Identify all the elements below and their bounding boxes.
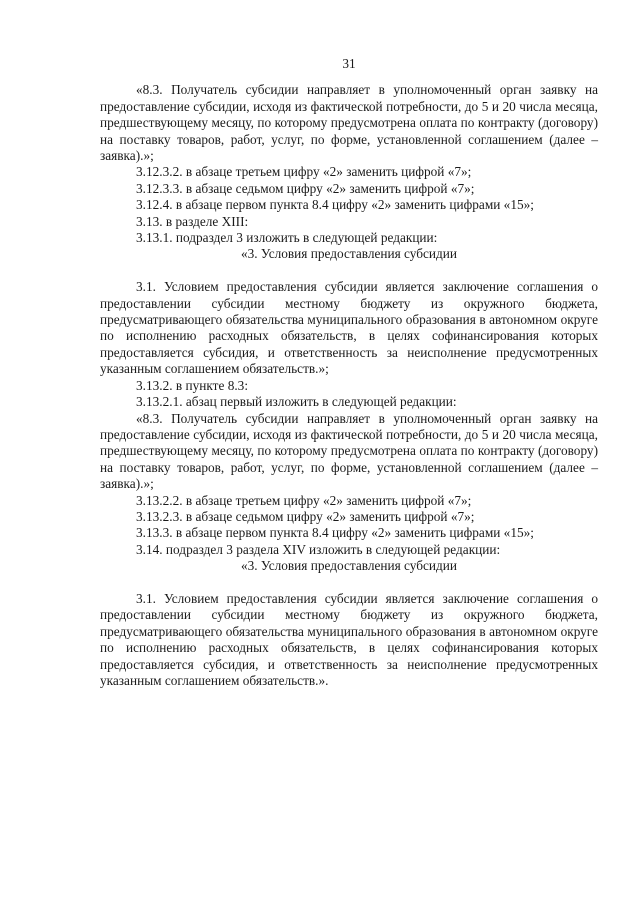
blank-line	[100, 575, 598, 591]
paragraph-3-13-2-3: 3.13.2.3. в абзаце седьмом цифру «2» заменить цифрой «7»;	[136, 508, 475, 524]
page-number: 31	[342, 56, 356, 71]
paragraph-3-13-3: 3.13.3. в абзаце первом пункта 8.4 цифру «2» заменить цифрами «15»;	[136, 525, 534, 541]
section-heading-conditions-2: «3. Условия предоставления субсидии	[240, 558, 458, 574]
paragraph-3-1-second: 3.1. Условием предоставления субсидии является заключение соглашения о предоставлении субсидии местному бюджету из окружного бюджета, предусматривающего обязательства муниципального образования в автономном округе по исполнению расходных обязательств, в целях софинансирования которых предоставляется субсидия, и ответственность за неисполнение предусмотренных указанным соглашением обязательств.».	[100, 590, 598, 688]
blank-line	[100, 263, 598, 279]
paragraph-3-1-first: 3.1. Условием предоставления субсидии является заключение соглашения о предоставлении субсидии местному бюджету из окружного бюджета, предусматривающего обязательства муниципального образования в автономном округе по исполнению расходных обязательств, в целях софинансирования которых предоставляется субсидия, и ответственность за неисполнение предусмотренных указанным соглашением обязательств.»;	[100, 279, 598, 377]
paragraph-3-13-2-1: 3.13.2.1. абзац первый изложить в следующей редакции:	[136, 394, 457, 410]
paragraph-3-12-4: 3.12.4. в абзаце первом пункта 8.4 цифру «2» заменить цифрами «15»;	[136, 197, 534, 213]
paragraph-3-12-3-3: 3.12.3.3. в абзаце седьмом цифру «2» заменить цифрой «7»;	[136, 180, 475, 196]
paragraph-3-13: 3.13. в разделе XIII:	[136, 213, 249, 229]
paragraph-8-3-first: «8.3. Получатель субсидии направляет в уполномоченный орган заявку на предоставление субсидии, исходя из фактической потребности, до 5 и 20 числа месяца, предшествующему месяцу, по которому предусмотрена оплата по контракту (договору) на поставку товаров, работ, услуг, по форме, установленной соглашением (далее – заявка).»;	[100, 82, 598, 164]
paragraph-3-13-2-2: 3.13.2.2. в абзаце третьем цифру «2» заменить цифрой «7»;	[136, 492, 472, 508]
paragraph-8-3-second: «8.3. Получатель субсидии направляет в уполномоченный орган заявку на предоставление субсидии, исходя из фактической потребности, до 5 и 20 числа месяца, предшествующему месяцу, по которому предусмотрена оплата по контракту (договору) на поставку товаров, работ, услуг, по форме, установленной соглашением (далее – заявка).»;	[100, 410, 598, 492]
section-heading-conditions-1: «3. Условия предоставления субсидии	[240, 246, 458, 262]
paragraph-3-13-2: 3.13.2. в пункте 8.3:	[136, 377, 249, 393]
paragraph-3-13-1: 3.13.1. подраздел 3 изложить в следующей редакции:	[136, 230, 438, 246]
paragraph-3-12-3-2: 3.12.3.2. в абзаце третьем цифру «2» заменить цифрой «7»;	[136, 164, 472, 180]
document-page	[100, 56, 598, 689]
paragraph-3-14: 3.14. подраздел 3 раздела XIV изложить в следующей редакции:	[136, 541, 501, 557]
